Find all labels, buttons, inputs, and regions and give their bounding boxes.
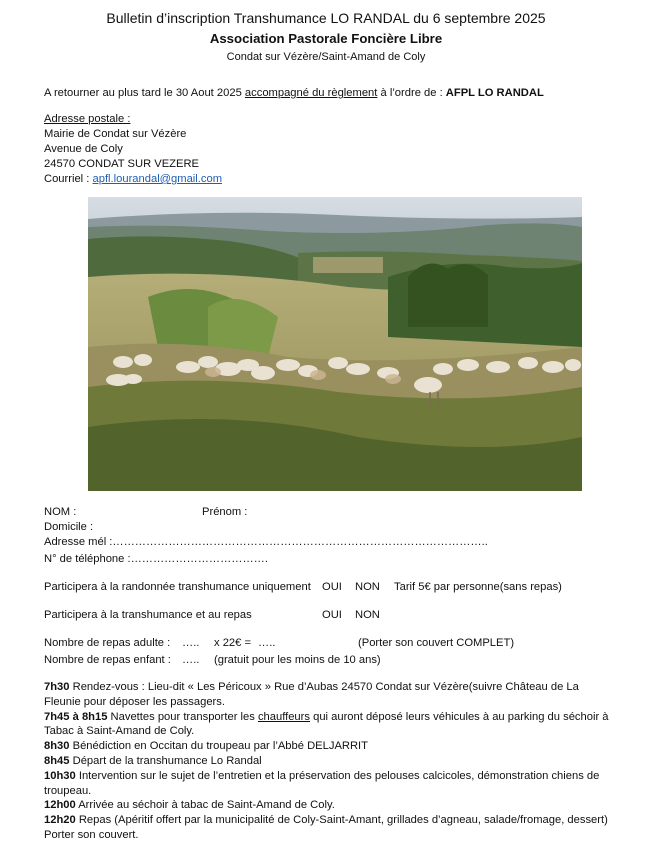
adult-meal-price: x 22€ =	[214, 637, 252, 649]
program-text: Rendez-vous : Lieu-dit « Les Péricoux » Rue d’Aubas 24570 Condat sur Vézère(suivre Château de La Fleunie pour déposer les passagers.	[44, 681, 579, 708]
address-heading: Adresse postale :	[44, 113, 131, 125]
program-item	[44, 739, 618, 754]
program-item	[44, 754, 618, 769]
program-time: 12h20	[44, 814, 76, 827]
email-link[interactable]: apfl.lourandal@gmail.com	[92, 173, 223, 185]
document-header	[0, 9, 652, 65]
return-order-label: à l’ordre de :	[377, 87, 446, 99]
program-text: Arrivée au séchoir à tabac de Saint-Amand de Coly.	[75, 799, 335, 812]
program-text: Départ de la transhumance Lo Randal	[69, 754, 262, 767]
postal-address	[44, 112, 622, 187]
program-time: 12h00	[44, 799, 76, 812]
option-walk-meal-oui[interactable]: OUI	[322, 609, 342, 621]
email-line	[44, 172, 622, 187]
child-meals-count[interactable]: …..	[182, 654, 200, 666]
return-deadline: A retourner au plus tard le 30 Aout 2025	[44, 87, 245, 99]
payee-name: AFPL LO RANDAL	[445, 87, 544, 99]
program-item	[44, 680, 618, 710]
option-walk-meal-non[interactable]: NON	[355, 609, 380, 621]
program-item	[44, 769, 618, 799]
payment-requirement: accompagné du règlement	[244, 87, 378, 99]
child-meals-label: Nombre de repas enfant :	[44, 654, 171, 666]
program-text: Intervention sur le sujet de l’entretien et la préservation des pelouses calcicoles, démonstration chiens de troupeau.	[44, 769, 600, 797]
option-walk-only-oui[interactable]: OUI	[322, 581, 342, 593]
program-time: 7h45 à 8h15	[44, 710, 108, 723]
program-text: Bénédiction en Occitan du troupeau par l’Abbé DELJARRIT	[69, 740, 369, 753]
prenom-label: Prénom :	[202, 506, 248, 518]
association-name: Association Pastorale Foncière Libre	[209, 31, 443, 46]
option-walk-only-label: Participera à la randonnée transhumance uniquement	[44, 581, 311, 593]
address-line: Avenue de Coly	[44, 143, 123, 155]
domicile-label: Domicile :	[44, 521, 94, 533]
program-item	[44, 813, 618, 843]
email-label: Courriel :	[44, 173, 93, 185]
phone-field[interactable]: N° de téléphone :……………………………….	[44, 553, 268, 565]
program-text: qui auront déposé leurs véhicules à au parking du séchoir à Tabac à Saint-Amand de Coly.	[44, 710, 609, 738]
program-text-underlined: chauffeurs	[257, 710, 310, 723]
adult-meals-note: (Porter son couvert COMPLET)	[358, 637, 515, 649]
adult-meals-total[interactable]: …..	[258, 637, 276, 649]
program-time: 8h45	[44, 754, 70, 767]
program-item	[44, 710, 618, 740]
email-field[interactable]: Adresse mél :………………………………………………………………………………………..	[44, 536, 488, 548]
return-instructions	[44, 86, 622, 101]
program-time: 10h30	[44, 769, 76, 782]
option-walk-only-price: Tarif 5€ par personne(sans repas)	[394, 581, 562, 593]
child-meals-note: (gratuit pour les moins de 10 ans)	[214, 654, 381, 666]
program-time: 8h30	[44, 740, 70, 753]
adult-meals-count[interactable]: …..	[182, 637, 200, 649]
program-item	[44, 798, 618, 813]
program-text: Navettes pour transporter les	[107, 710, 258, 723]
adult-meals-label: Nombre de repas adulte :	[44, 637, 171, 649]
program-text: Repas (Apéritif offert par la municipalité de Coly-Saint-Amant, grillades d’agneau, salade/fromage, dessert) Porter son couvert.	[44, 814, 608, 841]
option-walk-only-non[interactable]: NON	[355, 581, 380, 593]
program-time: 7h30	[44, 681, 70, 693]
document-title: Bulletin d’inscription Transhumance LO RANDAL du 6 septembre 2025	[106, 10, 546, 26]
address-line: 24570 CONDAT SUR VEZERE	[44, 158, 200, 170]
nom-label: NOM :	[44, 506, 77, 518]
address-line: Mairie de Condat sur Vézère	[44, 128, 187, 140]
option-walk-meal-label: Participera à la transhumance et au repas	[44, 609, 252, 621]
sheep-landscape-photo	[88, 197, 582, 491]
program-schedule	[44, 680, 618, 843]
association-location: Condat sur Vézère/Saint-Amand de Coly	[226, 51, 426, 63]
